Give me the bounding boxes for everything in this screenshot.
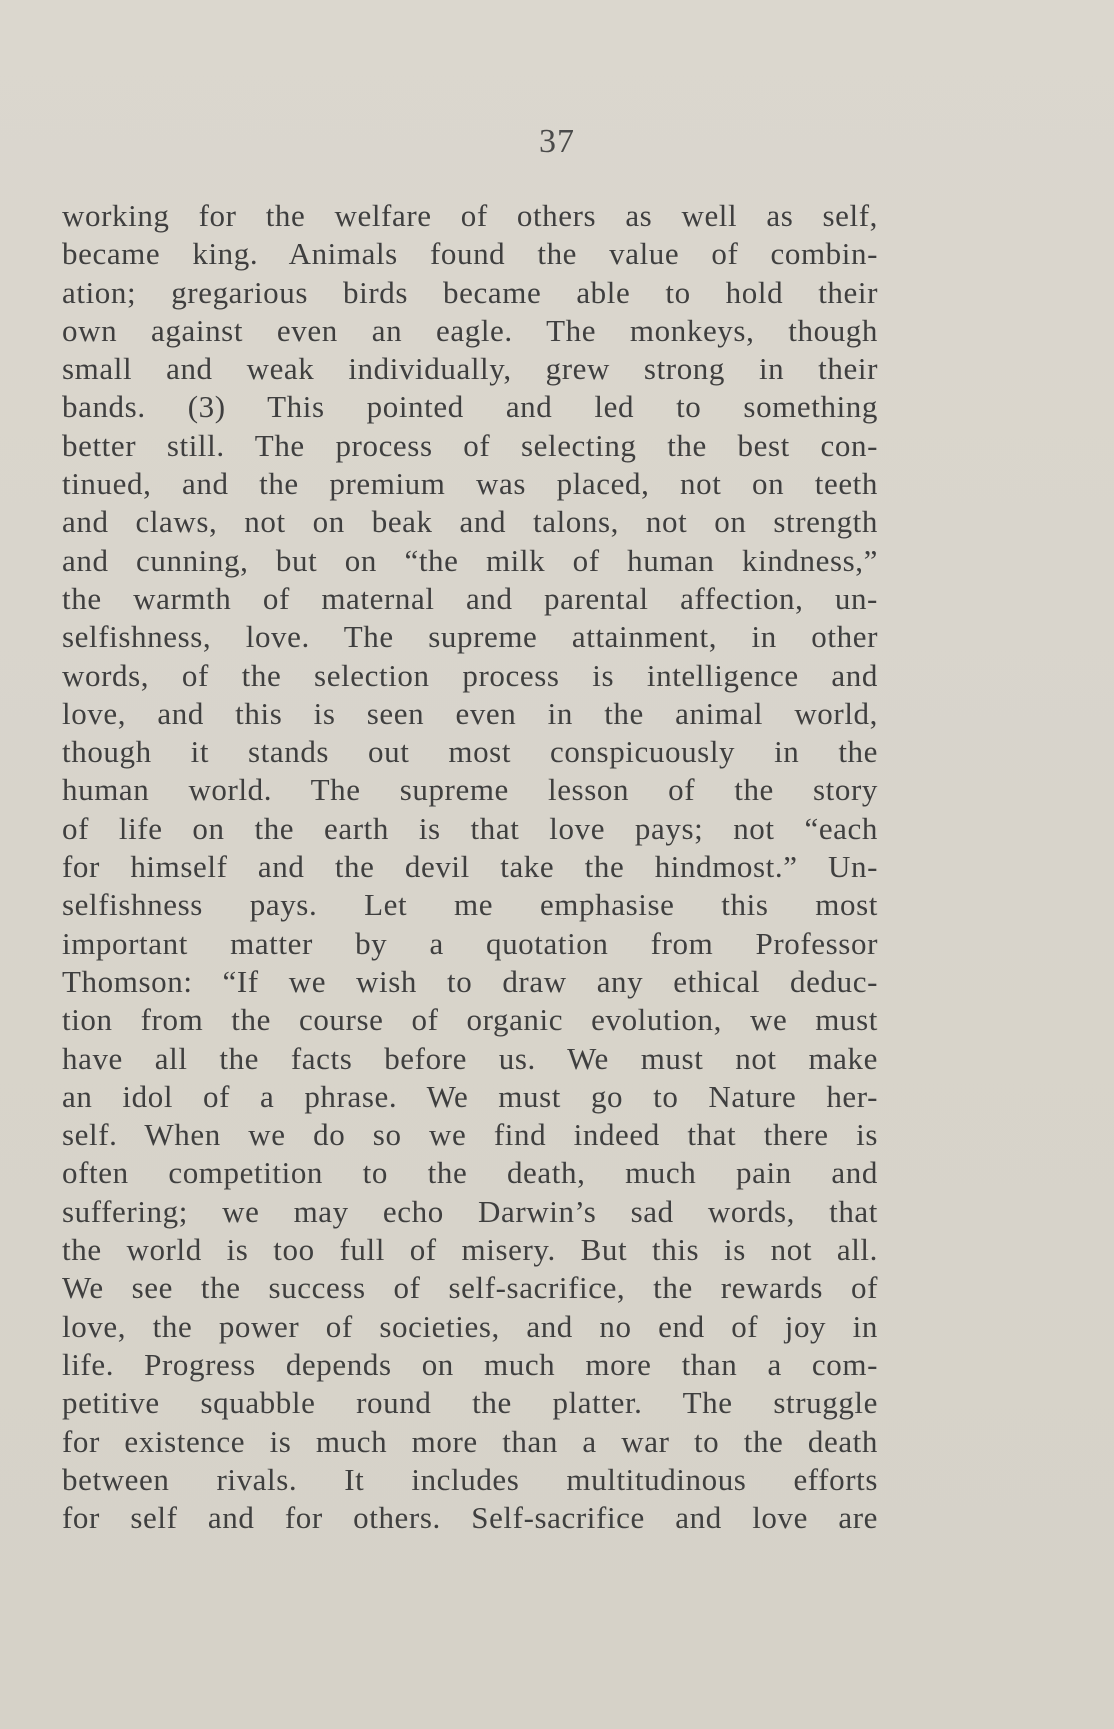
text-line: better still. The process of selecting the best con- [62, 427, 878, 463]
text-line: words, of the selection process is intelligence and [62, 657, 878, 693]
body-text [62, 197, 878, 1537]
text-line: have all the facts before us. We must not make [62, 1040, 878, 1076]
text-line: own against even an eagle. The monkeys, though [62, 312, 878, 348]
text-line: love, the power of societies, and no end of joy in [62, 1308, 878, 1344]
text-line: tion from the course of organic evolution, we must [62, 1002, 878, 1038]
text-line: between rivals. It includes multitudinous efforts [62, 1461, 878, 1497]
text-line: of life on the earth is that love pays; not “each [62, 810, 878, 846]
text-line: We see the success of self-sacrifice, the rewards of [62, 1270, 878, 1306]
text-line: life. Progress depends on much more than a com- [62, 1346, 878, 1382]
text-line: petitive squabble round the platter. The struggle [62, 1385, 878, 1421]
text-line: ation; gregarious birds became able to hold their [62, 274, 878, 310]
text-line: though it stands out most conspicuously in the [62, 734, 878, 770]
text-line: selfishness, love. The supreme attainment, in other [62, 619, 878, 655]
text-line: often competition to the death, much pain and [62, 1155, 878, 1191]
text-line: love, and this is seen even in the animal world, [62, 695, 878, 731]
text-line: for self and for others. Self-sacrifice and love are [62, 1500, 878, 1536]
text-line: human world. The supreme lesson of the story [62, 772, 878, 808]
text-line: became king. Animals found the value of combin- [62, 236, 878, 272]
text-line: suffering; we may echo Darwin’s sad words, that [62, 1193, 878, 1229]
text-line: selfishness pays. Let me emphasise this most [62, 887, 878, 923]
text-line: tinued, and the premium was placed, not on teeth [62, 466, 878, 502]
text-line: for existence is much more than a war to the death [62, 1423, 878, 1459]
text-line: working for the welfare of others as well as self, [62, 198, 878, 233]
text-line: self. When we do so we find indeed that there is [62, 1117, 878, 1153]
text-line: Thomson: “If we wish to draw any ethical deduc- [62, 963, 878, 999]
text-line: the world is too full of misery. But this is not all. [62, 1232, 878, 1268]
text-line: for himself and the devil take the hindmost.” Un- [62, 849, 878, 885]
page-number: 37 [539, 123, 575, 160]
text-line: an idol of a phrase. We must go to Nature her- [62, 1078, 878, 1114]
text-line: small and weak individually, grew strong in their [62, 351, 878, 387]
text-line: bands. (3) This pointed and led to something [62, 389, 878, 425]
text-line: the warmth of maternal and parental affection, un- [62, 580, 878, 616]
text-line: important matter by a quotation from Professor [62, 925, 878, 961]
text-line: and claws, not on beak and talons, not on strength [62, 504, 878, 540]
text-line: and cunning, but on “the milk of human kindness,” [62, 542, 878, 578]
